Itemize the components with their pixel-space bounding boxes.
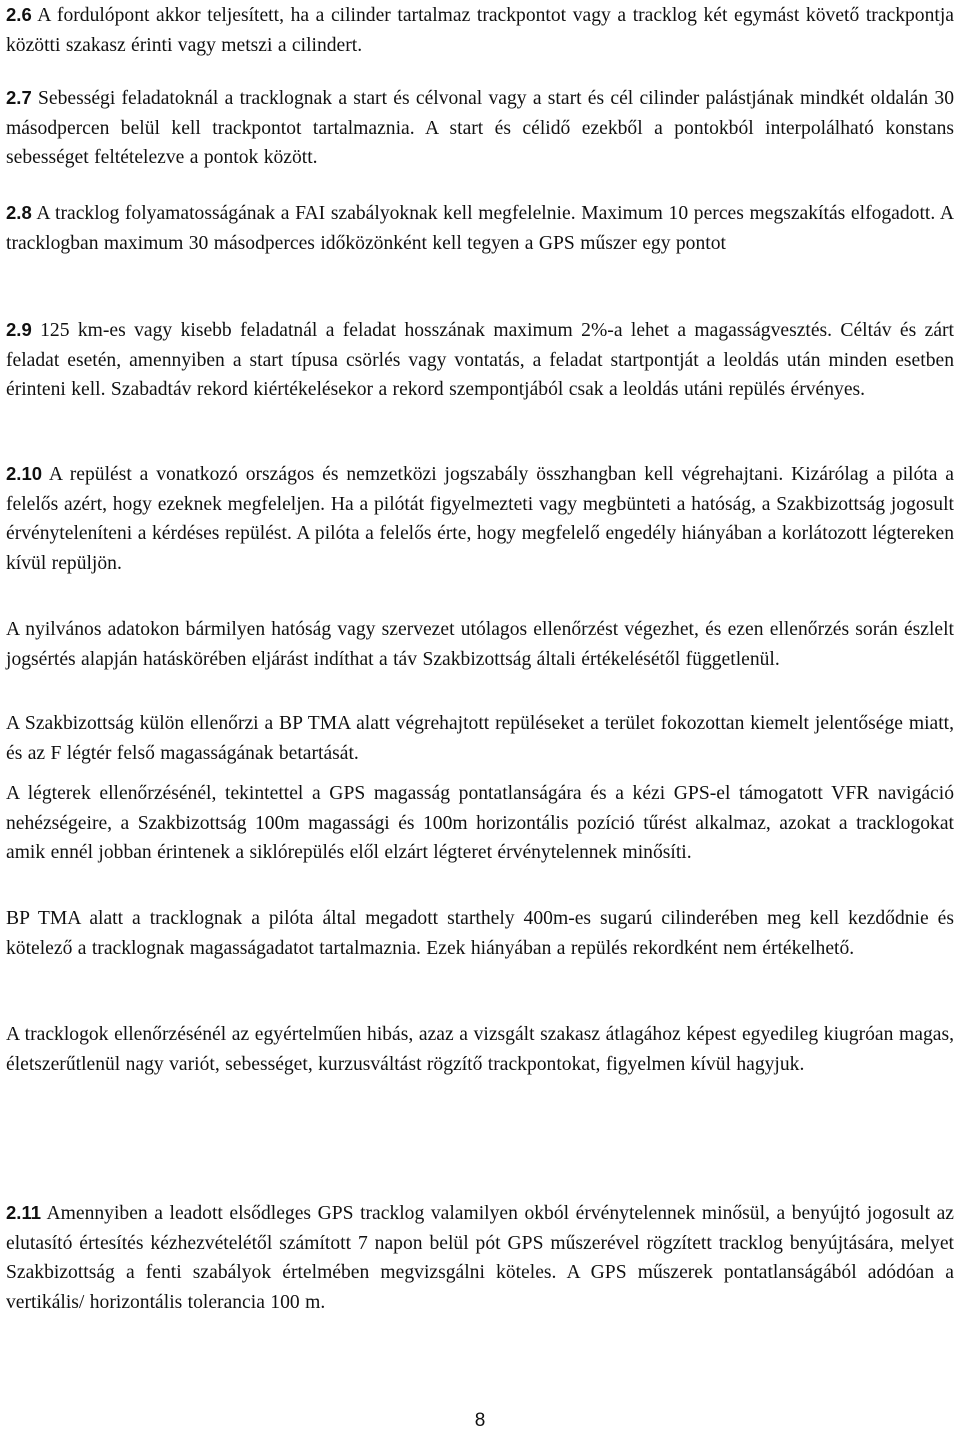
paragraph-2-10 (6, 459, 954, 578)
section-number: 2.6 (6, 4, 32, 25)
section-number: 2.9 (6, 319, 32, 340)
paragraph-text: 125 km-es vagy kisebb feladatnál a feladat hosszának maximum 2%-a lehet a magasságvesztés. Céltáv és zárt feladat esetén, amennyiben a start típusa csörlés vagy vontatás, a feladat startpontját a leoldás után minden esetben érinteni kell. Szabadtáv rekord kiértékelésekor a rekord szempontjából csak a leoldás utáni repülés érvényes. (6, 320, 954, 400)
paragraph-bp-tma-check: A Szakbizottság külön ellenőrzi a BP TMA alatt végrehajtott repüléseket a terület fokozottan kiemelt jelentősége miatt, és az F légtér felső magasságának betartását. (6, 713, 954, 764)
paragraph-2-9 (6, 315, 954, 405)
paragraph-2-6 (6, 0, 954, 60)
paragraph-text: Amennyiben a leadott elsődleges GPS tracklog valamilyen okból érvénytelennek minősül, a benyújtó jogosult az elutasító értesítés kézhezvételétől számított 7 napon belül pót GPS műszerével rögzített tracklog benyújtására, melyet Szakbizottság a fenti szabályok értelmében megvizsgálni köteles. A GPS műszerek pontatlanságából adódóan a vertikális/ horizontális tolerancia 100 m. (6, 1203, 954, 1313)
section-number: 2.8 (6, 202, 32, 223)
section-number: 2.7 (6, 87, 32, 108)
section-number: 2.11 (6, 1202, 41, 1223)
paragraph-bp-tma-start: BP TMA alatt a tracklognak a pilóta által megadott starthely 400m-es sugarú cilinderében meg kell kezdődnie és kötelező a tracklognak magasságadatot tartalmaznia. Ezek hiányában a repülés rekordként nem értékelhető. (6, 908, 954, 959)
paragraph-text: A tracklog folyamatosságának a FAI szabályoknak kell megfelelnie. Maximum 10 perces megszakítás elfogadott. A tracklogban maximum 30 másodperces időközönként kell tegyen a GPS műszer egy pontot (6, 203, 954, 254)
section-number: 2.10 (6, 463, 43, 484)
paragraph-tracklog-errors: A tracklogok ellenőrzésénél az egyértelműen hibás, azaz a vizsgált szakasz átlagához képest egyedileg kiugróan magas, életszerűtlenül nagy variót, sebességet, kurzusváltást rögzítő trackpontokat, figyelmen kívül hagyjuk. (6, 1024, 954, 1075)
paragraph-public-data: A nyilvános adatokon bármilyen hatóság vagy szervezet utólagos ellenőrzést végezhet, és ezen ellenőrzés során észlelt jogsértés alapján hatáskörében eljárást indíthat a táv Szakbizottság általi értékelésétől függetlenül. (6, 619, 954, 670)
paragraph-text: A fordulópont akkor teljesített, ha a cilinder tartalmaz trackpontot vagy a tracklog két egymást követő trackpontja közötti szakasz érinti vagy metszi a cilindert. (6, 5, 954, 56)
paragraph-airspace-check: A légterek ellenőrzésénél, tekintettel a GPS magasság pontatlanságára és a kézi GPS-el támogatott VFR navigáció nehézségeire, a Szakbizottság 100m magassági és 100m horizontális pozíció tűrést alkalmaz, azokat a tracklogokat amik ennél jobban érintenek a siklórepülés elől elzárt légteret érvénytelennek minősíti. (6, 783, 954, 863)
paragraph-2-7 (6, 83, 954, 173)
paragraph-2-11 (6, 1198, 954, 1317)
page-number: 8 (474, 1410, 486, 1431)
paragraph-2-8 (6, 198, 954, 258)
paragraph-text: Sebességi feladatoknál a tracklognak a start és célvonal vagy a start és cél cilinder palástjának mindkét oldalán 30 másodpercen belül kell trackpontot tartalmaznia. A start és célidő ezekből a pontokból interpolálható konstans sebességet feltételezve a pontok között. (6, 88, 954, 168)
paragraph-text: A repülést a vonatkozó országos és nemzetközi jogszabály összhangban kell végrehajtani. Kizárólag a pilóta a felelős azért, hogy ezeknek megfeleljen. Ha a pilótát figyelmezteti vagy megbünteti a hatóság, a Szakbizottság jogosult érvényteleníteni a kérdéses repülést. A pilóta a felelős érte, hogy megfelelő engedély hiányában a korlátozott légtereken kívül repüljön. (6, 464, 954, 574)
